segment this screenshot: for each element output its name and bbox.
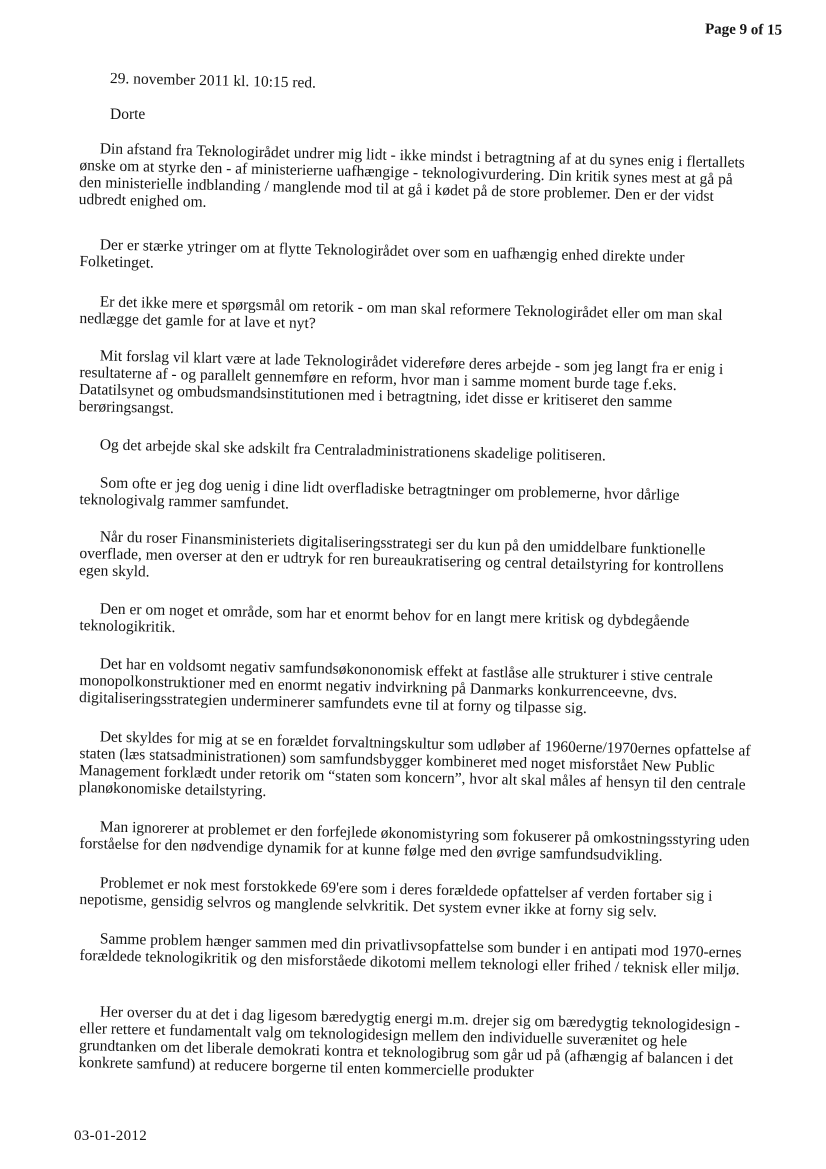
footer-date: 03-01-2012 — [74, 1128, 147, 1144]
paragraph: Som ofte er jeg dog uenig i dine lidt overfladiske betragtninger om problemerne, hvor dårlige teknologivalg rammer samfundet. — [79, 474, 680, 513]
page-number: Page 9 of 15 — [704, 21, 783, 39]
paragraph: Mit forslag vil klart være at lade Teknologirådet videreføre deres arbejde - som jeg langt fra er enig i resultaterne af - og parallelt gennemføre en reform, hvor man i samme moment burde tage f.eks. Datatilsynet og ombudsmandsinstitutionen med i betragtning, idet disse er kritiseret den samme berøringsangst. — [78, 347, 724, 418]
paragraph: Samme problem hænger sammen med din privatlivsopfattelse som bunder i en antipati mod 1970-ernes forældede teknologikritik og den misforståede dikotomi mellem teknologi eller frihed / teknisk eller miljø. — [79, 930, 742, 979]
comment-author: Dorte — [110, 106, 146, 123]
paragraph: Din afstand fra Teknologirådet undrer mig lidt - ikke mindst i betragtning af at du synes enig i flertallets ønske om at styrke den - af ministerierne uafhængige - teknologivurdering. Din kritik synes mest at gå på den ministerielle indblanding / manglende mod til at gå i kødet på de store problemer. Den er der vidst udbredt enighed om. — [78, 140, 746, 211]
paragraph: Problemet er nok mest forstokkede 69'ere som i deres forældede opfattelser af verden fortaber sig i nepotisme, gensidig selvros og manglende selvkritik. Det system evner ikke at forny sig selv. — [79, 874, 713, 921]
paragraph: Det skyldes for mig at se en forældet forvaltningskultur som udløber af 1960erne/1970ernes opfattelse af staten (læs statsadministrationen) som samfundsbygger kombineret med noget misforstået New Public Management forklædt under retorik om “staten som koncern”, hvor alt skal måles af hensyn til den centrale planøkonomiske detailstyring. — [78, 728, 751, 801]
paragraph: Her overser du at det i dag ligesom bæredygtig energi m.m. drejer sig om bæredygtig teknologidesign - eller rettere et fundamentalt valg om teknologidesign mellem den individuelle suverænitet og hele grundtanken om det liberale demokrati kontra et teknologibrug som går ud på (afhængig af balancen i det konkrete samfund) at reducere borgerne til enten kommercielle produkter — [78, 1003, 741, 1081]
paragraph: Det har en voldsomt negativ samfundsøkononomisk effekt at fastlåse alle strukturer i stive centrale monopolkonstruktioner med en enormt negativ indvirkning på Danmarks konkurrenceevne, dvs. digitaliseringsstrategien underminerer samfundets evne til at forny og tilpasse sig. — [78, 655, 713, 718]
paragraph: Man ignorerer at problemet er den forfejlede økonomistyring som fokuserer på omkostningsstyring uden forståelse for den nødvendige dynamik for at kunne følge med den øvrige samfundsudvikling. — [79, 818, 750, 865]
paragraph: Der er stærke ytringer om at flytte Teknologirådet over som en uafhængig enhed direkte under Folketinget. — [79, 236, 685, 272]
paragraph: Den er om noget et område, som har et enormt behov for en langt mere kritisk og dybdegående teknologikritik. — [79, 600, 690, 637]
paragraph: Er det ikke mere et spørgsmål om retorik - om man skal reformere Teknologirådet eller om man skal nedlægge det gamle for at lave et nyt? — [79, 293, 723, 333]
paragraph: Når du roser Finansministeriets digitaliseringsstrategi ser du kun på den umiddelbare funktionelle overflade, men overser at den er udtryk for ren bureaukratisering og central detailstyring for kontrollens egen skyld. — [78, 528, 724, 581]
paragraph: Og det arbejde skal ske adskilt fra Centraladministrationens skadelige politiseren. — [99, 436, 607, 465]
comment-timestamp: 29. november 2011 kl. 10:15 red. — [109, 70, 317, 92]
